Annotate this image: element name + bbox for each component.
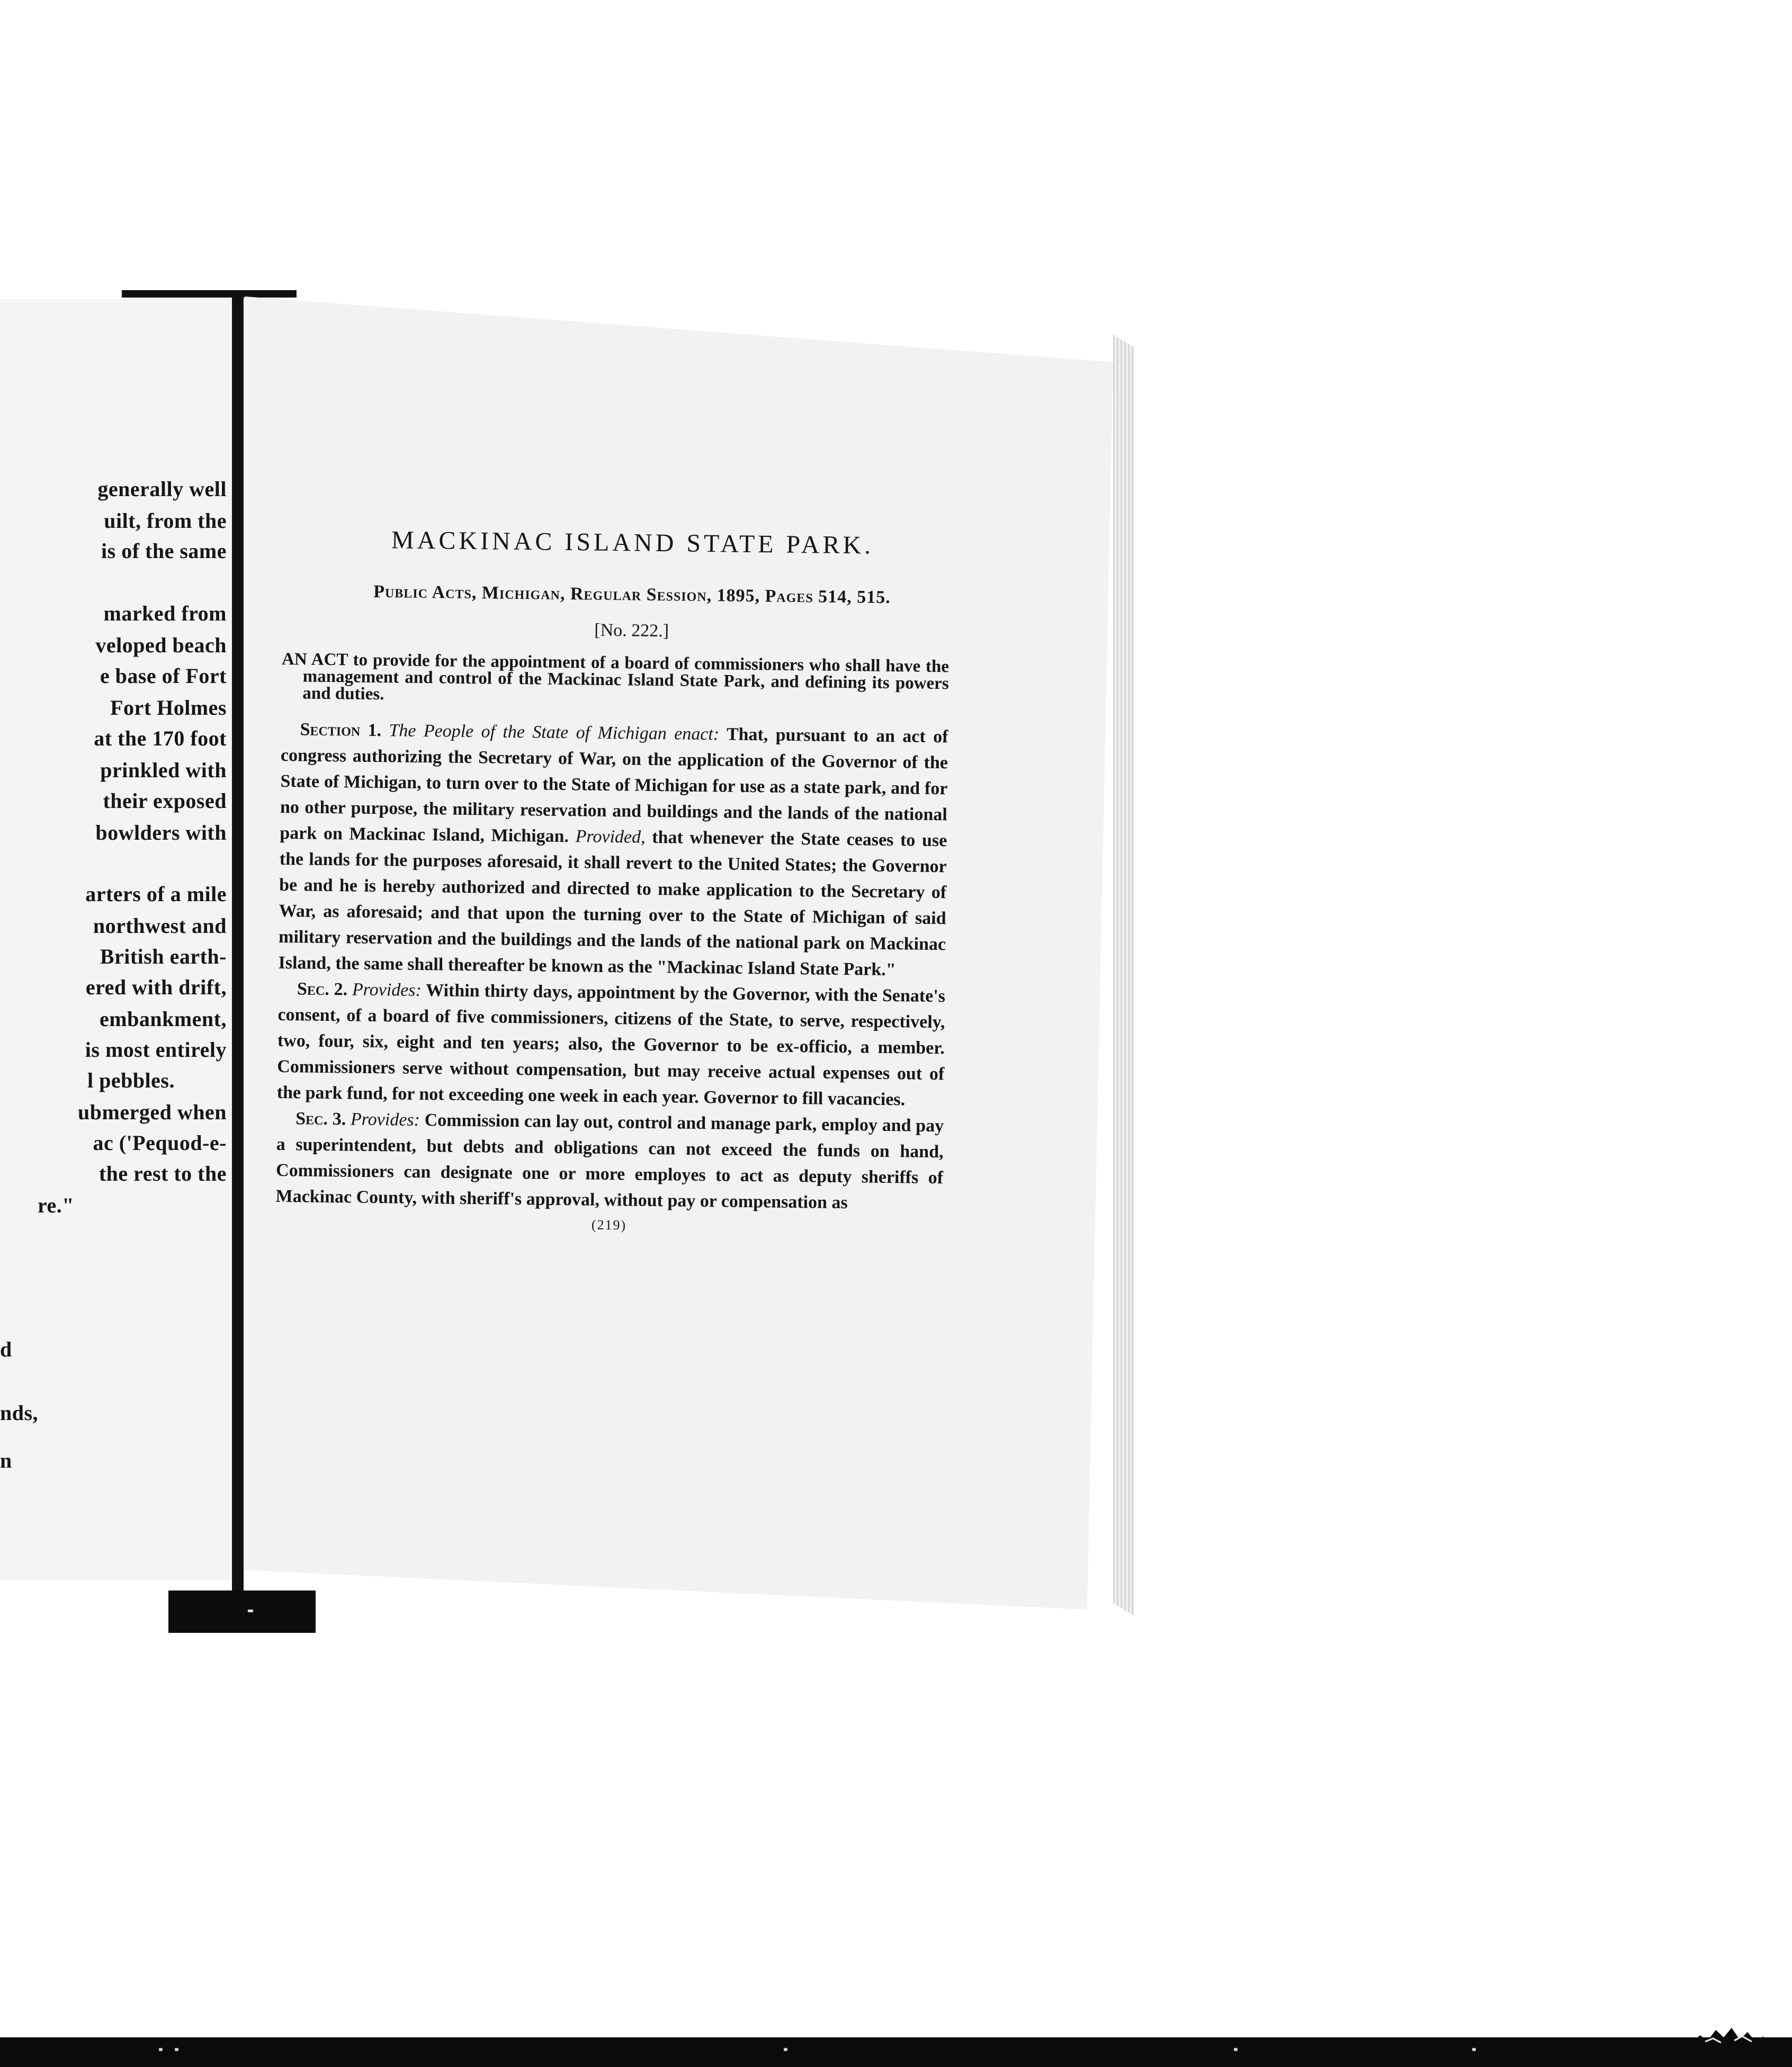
section-italic: Provided,: [575, 826, 646, 847]
section-text: Within thirty days, appointment by the Governor, with the Senate's consent, of a board of five commissioners, citizens of the State, to serve, respectively, two, four, six, eight and ten years; also, the Governor to be ex-officio, a member. Commissioners serve without compensation, but may receive actual expenses out of the park fund, for not exceeding one week in each year. Governor to fill vacancies.: [276, 981, 946, 1110]
left-page-line: ubmerged when: [78, 1100, 227, 1124]
band-mark: [175, 2048, 178, 2051]
act-number: [No. 222.]: [594, 620, 669, 641]
left-page-line: generally well: [97, 477, 227, 501]
section-italic: Provides:: [350, 1109, 420, 1130]
left-page-line: northwest and: [93, 914, 227, 938]
page-title: MACKINAC ISLAND STATE PARK.: [391, 526, 874, 560]
left-page-line: is most entirely: [85, 1038, 227, 1062]
binding-top-clip: [122, 290, 297, 298]
right-page-text: [275, 524, 951, 1237]
left-page-line: marked from: [103, 601, 227, 625]
scan-scuff-mark: [1689, 2026, 1763, 2047]
left-page-line: the rest to the: [98, 1162, 227, 1185]
section-text: That, pursuant to an act of congress authorizing the Secretary of War, on the application of the Governor of the State of Michigan, to turn over to the State of Michigan for use as a state park, and for no other purpose, the military reservation and buildings and the lands of the national park on Mackinac Island, Michigan.: [280, 724, 948, 847]
left-page-line: at the 170 foot: [94, 726, 227, 750]
book-binding: [232, 294, 244, 1596]
section-text: Commission can lay out, control and manage park, employ and pay a superintendent, but debts and obligations can not exceed the funds on hand, Commissioners can designate one or more employes to act as deputy sheriffs of Mackinac County, with sheriff's approval, without pay or compensation as: [275, 1110, 944, 1213]
left-page-line: n: [0, 1449, 12, 1472]
page-stack-edge: [1113, 335, 1134, 1616]
page-subtitle: Public Acts, Michigan, Regular Session, 1895, Pages 514, 515.: [373, 581, 891, 608]
left-page: [0, 299, 233, 1580]
section-label: Sec. 2.: [297, 979, 348, 1000]
binding-bottom-clip: [168, 1590, 316, 1633]
left-page-line: prinkled with: [100, 758, 227, 782]
act-description: AN ACT to provide for the appointment of a board of commissioners who shall have the management and control of the Mackinac Island State Park, and defining its powers and duties.: [281, 649, 949, 704]
page-number: (219): [591, 1217, 627, 1233]
left-page-line: British earth-: [100, 945, 227, 968]
left-page-line: e base of Fort: [100, 664, 227, 688]
section-label: Section 1.: [300, 720, 382, 741]
section-label: Sec. 3.: [295, 1109, 346, 1129]
band-mark: [1234, 2048, 1238, 2051]
left-page-line: bowlders with: [95, 821, 227, 844]
left-page-line: their exposed: [103, 789, 227, 813]
section-2: [277, 976, 946, 1113]
section-3: [275, 1106, 944, 1217]
scan-bottom-band: [0, 2037, 1792, 2067]
left-page-line: veloped beach: [95, 633, 227, 657]
band-mark: [784, 2048, 787, 2051]
band-mark: [159, 2048, 163, 2051]
left-page-line: ac ('Pequod-e-: [93, 1131, 227, 1155]
left-page-line: d: [0, 1337, 12, 1361]
left-page-line: uilt, from the: [104, 509, 227, 533]
left-page-line: nds,: [0, 1401, 39, 1425]
left-page-line: re.": [38, 1193, 74, 1217]
section-italic: Provides:: [352, 979, 422, 1001]
clip-mark: [248, 1610, 253, 1612]
left-page-line: ered with drift,: [85, 975, 227, 999]
left-page-line: l pebbles.: [87, 1068, 175, 1092]
section-1: [278, 716, 948, 983]
band-mark: [1472, 2048, 1476, 2051]
section-italic: The People of the State of Michigan enact:: [389, 721, 720, 744]
section-text: that whenever the State ceases to use the lands for the purposes aforesaid, it shall revert to the United States; the Governor be and he is hereby authorized and directed to make application to the Secretary of War, as aforesaid; and that upon the turning over to the State of Michigan of said military reservation and the buildings and the lands of the national park on Mackinac Island, the same shall thereafter be known as the "Mackinac Island State Park.": [278, 827, 947, 980]
left-page-line: arters of a mile: [85, 882, 227, 906]
left-page-line: embankment,: [100, 1007, 227, 1031]
left-page-line: Fort Holmes: [110, 696, 227, 720]
left-page-line: is of the same: [101, 539, 227, 563]
